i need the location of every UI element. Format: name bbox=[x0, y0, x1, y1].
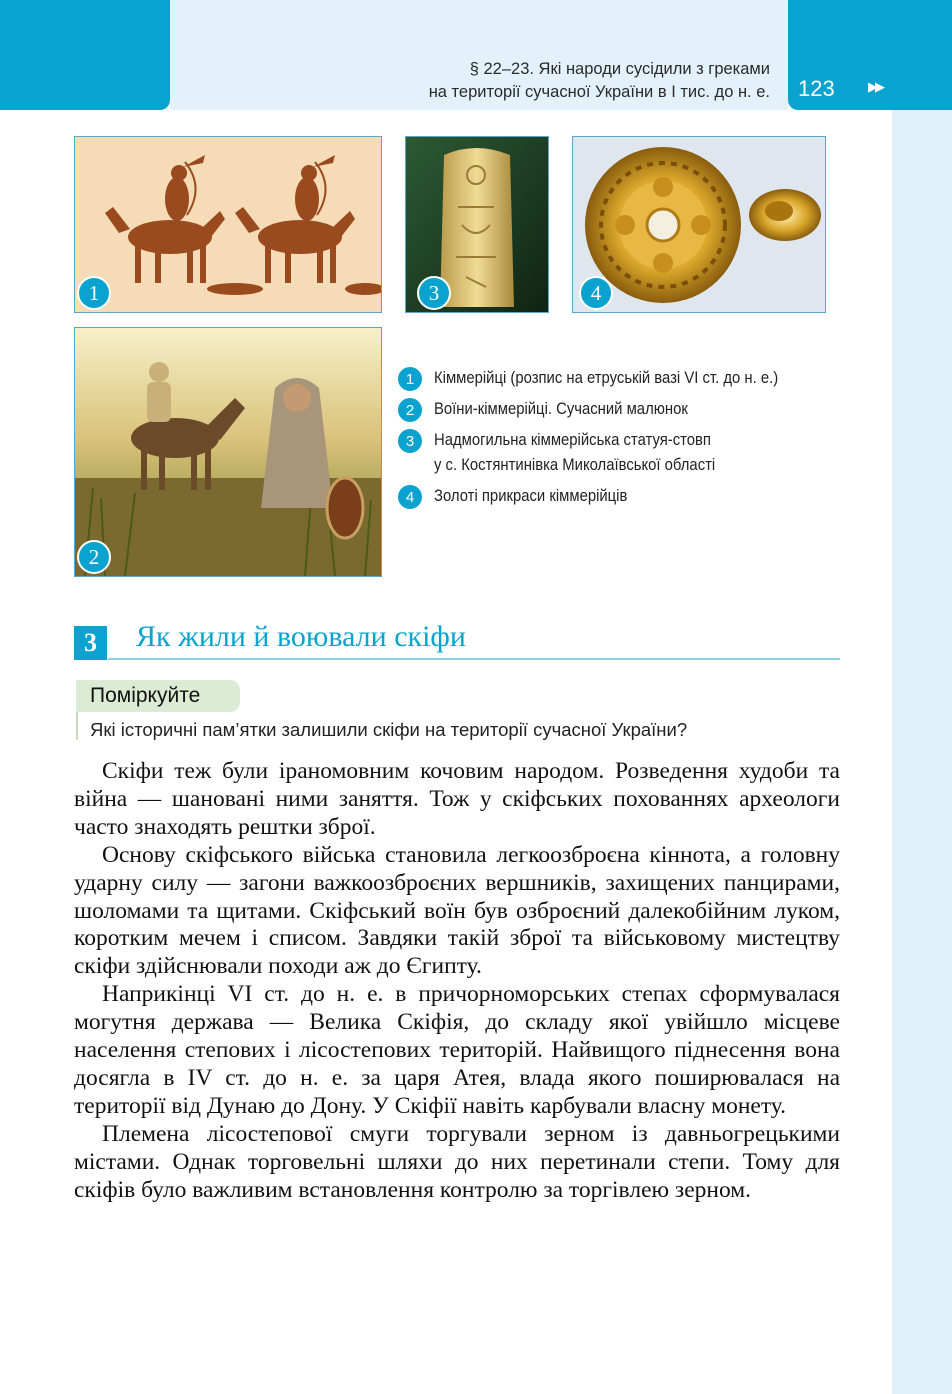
figure-3-statue bbox=[405, 136, 549, 313]
caption-number-1: 1 bbox=[398, 367, 422, 391]
running-title bbox=[250, 58, 770, 104]
section-number: 3 bbox=[74, 626, 107, 660]
caption-text-2: Воїни-кіммерійці. Сучасний малюнок bbox=[434, 400, 688, 418]
header-left-block bbox=[0, 0, 170, 110]
page-number: 123 bbox=[798, 76, 835, 101]
figure-badge-2: 2 bbox=[77, 540, 111, 574]
page-margin-strip bbox=[892, 110, 952, 1394]
think-side-bar bbox=[76, 712, 78, 740]
paragraph-3: Наприкінці VI ст. до н. е. в причорноморських степах сформувалася могутня держава — Велика Скіфія, до складу якої увійшло місцеве населення степових і лісостепових територій. Найвищого піднесення вона досягла в IV ст. до н. е. за царя Атея, влада якого поширювалася на території від Дунаю до Дону. У Скіфії навіть карбували власну монету. bbox=[74, 981, 840, 1119]
caption-row-4 bbox=[398, 484, 878, 509]
caption-text-4: Золоті прикраси кіммерійців bbox=[434, 487, 628, 505]
caption-row-1 bbox=[398, 366, 878, 391]
figure-captions bbox=[398, 366, 878, 515]
figure-1-vase-painting bbox=[74, 136, 382, 313]
caption-number-2: 2 bbox=[398, 398, 422, 422]
caption-text-1: Кіммерійці (розпис на етруській вазі VI ст. до н. е.) bbox=[434, 369, 779, 387]
paragraph-2: Основу скіфського війська становила легкоозброєна кіннота, а головну ударну силу — загони важкоозброєних вершників, захищених панцирами, шоломами та щитами. Скіфський воїн був озброєний далекобійним луком, коротким мечем і списом. Завдяки такій зброї та військовому мистецтву скіфи здійснювали походи аж до Єгипту. bbox=[74, 841, 840, 980]
paragraph-4: Племена лісостепової смуги торгували зерном із давньогрецькими містами. Однак торговельні шляхи до них перетинали степи. Тому для скіфів було важливим встановлення контролю за торгівлею зерном. bbox=[74, 1120, 840, 1203]
running-title-line1: § 22–23. Які народи сусідили з греками bbox=[469, 60, 770, 78]
figure-badge-1: 1 bbox=[77, 276, 111, 310]
caption-number-4: 4 bbox=[398, 485, 422, 509]
figure-4-gold-ornaments bbox=[572, 136, 826, 313]
paragraph-1: Скіфи теж були іраномовним кочовим народом. Розведення худоби та війна — шановані ними заняття. Тож у скіфських похованнях археологи часто знаходять рештки зброї. bbox=[74, 758, 840, 840]
caption-text-3-line1: Надмогильна кіммерійська статуя-стовп bbox=[434, 431, 711, 449]
figure-2-warriors bbox=[74, 327, 382, 577]
next-page-arrows-icon[interactable]: ▶▶ bbox=[868, 80, 882, 95]
cimmerian-warriors-image bbox=[75, 328, 381, 576]
caption-text-3 bbox=[434, 428, 715, 478]
vase-painting-image bbox=[75, 137, 381, 312]
header bbox=[0, 0, 952, 112]
section-divider bbox=[108, 658, 840, 660]
running-title-line2: на території сучасної України в І тис. до н. е. bbox=[428, 83, 770, 101]
think-label: Поміркуйте bbox=[90, 684, 201, 707]
caption-text-3-line2: у с. Костянтинівка Миколаївської області bbox=[434, 456, 716, 474]
think-question: Які історичні пам’ятки залишили скіфи на території сучасної України? bbox=[90, 719, 688, 740]
figure-badge-4: 4 bbox=[579, 276, 613, 310]
figure-badge-3: 3 bbox=[417, 276, 451, 310]
caption-number-3: 3 bbox=[398, 429, 422, 453]
caption-row-3 bbox=[398, 428, 878, 478]
body-text bbox=[74, 758, 840, 1205]
caption-row-2 bbox=[398, 397, 878, 422]
section-title: Як жили й воювали скіфи bbox=[136, 620, 466, 653]
